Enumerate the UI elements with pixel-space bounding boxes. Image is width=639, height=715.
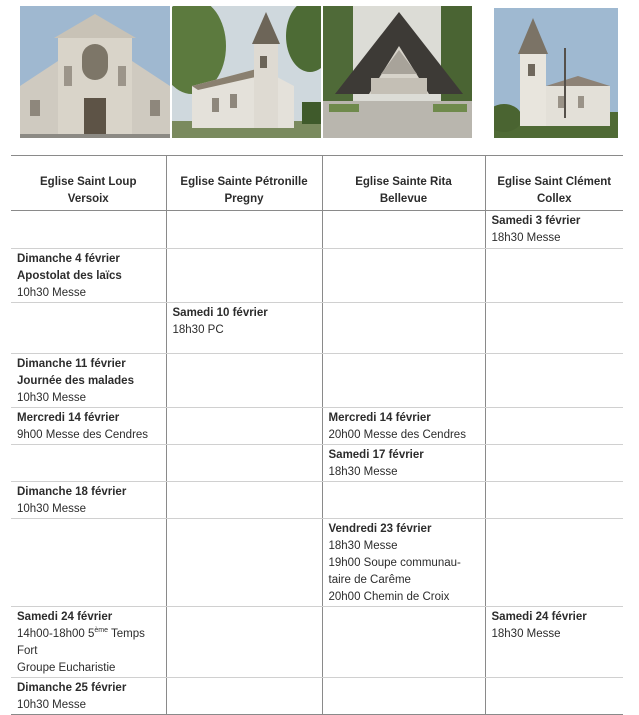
table-cell (322, 445, 485, 482)
table-cell (485, 519, 623, 607)
table-cell (485, 249, 623, 303)
table-cell (11, 482, 166, 519)
event-line: Fort (17, 645, 38, 657)
table-cell (166, 678, 322, 715)
table-cell (11, 303, 166, 354)
table-cell (322, 211, 485, 249)
table-row (11, 211, 623, 249)
church-place: Bellevue (379, 193, 428, 205)
church-header-saint-loup (11, 156, 166, 211)
table-cell (485, 211, 623, 249)
church-name: Eglise Sainte Rita (355, 176, 452, 188)
photo-eglise-sainte-rita (323, 6, 472, 138)
table-cell (166, 408, 322, 445)
event-line: 18h30 Messe (491, 628, 561, 640)
event-line: 10h30 Messe (17, 503, 87, 515)
event-line: 18h30 Messe (328, 466, 398, 478)
table-cell (485, 408, 623, 445)
table-cell (322, 408, 485, 445)
event-line-rest: Temps (108, 628, 145, 640)
table-cell (166, 354, 322, 408)
table-cell (166, 519, 322, 607)
event-line: 18h30 PC (172, 324, 224, 336)
table-row (11, 678, 623, 715)
event-line: 18h30 Messe (491, 232, 561, 244)
event-date: Samedi 24 février (491, 611, 587, 623)
event-line: 9h00 Messe des Cendres (17, 429, 149, 441)
event-line: 18h30 Messe (328, 540, 398, 552)
church-header-sainte-rita (322, 156, 485, 211)
table-cell (11, 354, 166, 408)
event-date: Samedi 3 février (491, 215, 581, 227)
table-row (11, 607, 623, 678)
table-cell (485, 303, 623, 354)
event-line: 19h00 Soupe communau- (328, 557, 461, 569)
event-date: Dimanche 25 février (17, 682, 127, 694)
church-place: Versoix (67, 193, 109, 205)
church-name: Eglise Sainte Pétronille (180, 176, 308, 188)
table-cell (322, 607, 485, 678)
photo-eglise-saint-loup (20, 6, 170, 138)
table-cell (11, 249, 166, 303)
table-cell (166, 445, 322, 482)
table-row (11, 354, 623, 408)
table-cell (485, 482, 623, 519)
table-cell (322, 482, 485, 519)
table-cell (11, 519, 166, 607)
church-header-sainte-petronille (166, 156, 322, 211)
event-date: Samedi 10 février (172, 307, 268, 319)
table-row (11, 482, 623, 519)
event-line: 10h30 Messe (17, 699, 87, 711)
event-date: Vendredi 23 février (328, 523, 432, 535)
table-row (11, 249, 623, 303)
event-date: Samedi 24 février (17, 611, 113, 623)
church-header-saint-clement (485, 156, 623, 211)
event-line: Groupe Eucharistie (17, 662, 116, 674)
ordinal-suffix: ème (94, 627, 109, 635)
table-row (11, 445, 623, 482)
event-date: Dimanche 4 février (17, 253, 120, 265)
table-cell (485, 445, 623, 482)
event-line: 10h30 Messe (17, 392, 87, 404)
church-name: Eglise Saint Clément (497, 176, 612, 188)
event-time-range: 14h00-18h00 5 (17, 628, 95, 640)
event-date: Samedi 17 février (328, 449, 424, 461)
event-line (17, 626, 160, 643)
event-date: Dimanche 11 février (17, 358, 126, 370)
table-cell (11, 408, 166, 445)
event-subtitle: Apostolat des laïcs (17, 270, 122, 282)
event-line: 20h00 Messe des Cendres (328, 429, 466, 441)
table-cell (322, 519, 485, 607)
photo-eglise-saint-clement (494, 8, 618, 138)
event-line: 10h30 Messe (17, 287, 87, 299)
table-cell (11, 211, 166, 249)
table-cell (166, 303, 322, 354)
table-cell (11, 607, 166, 678)
event-line: 20h00 Chemin de Croix (328, 591, 450, 603)
table-cell (322, 354, 485, 408)
church-place: Collex (536, 193, 572, 205)
table-cell (322, 303, 485, 354)
schedule-table (11, 155, 623, 715)
event-date: Mercredi 14 février (17, 412, 120, 424)
table-cell (166, 211, 322, 249)
table-row (11, 303, 623, 354)
table-cell (485, 607, 623, 678)
table-cell (11, 678, 166, 715)
table-header-row (11, 156, 623, 211)
table-cell (322, 249, 485, 303)
table-cell (485, 354, 623, 408)
table-cell (11, 445, 166, 482)
event-date: Mercredi 14 février (328, 412, 431, 424)
table-row (11, 408, 623, 445)
table-row (11, 519, 623, 607)
table-cell (166, 249, 322, 303)
event-line: taire de Carême (328, 574, 411, 586)
table-cell (485, 678, 623, 715)
event-date: Dimanche 18 février (17, 486, 127, 498)
table-cell (322, 678, 485, 715)
table-cell (166, 482, 322, 519)
church-place: Pregny (224, 193, 264, 205)
event-subtitle: Journée des malades (17, 375, 134, 387)
photo-eglise-sainte-petronille (172, 6, 321, 138)
church-name: Eglise Saint Loup (40, 176, 137, 188)
table-cell (166, 607, 322, 678)
